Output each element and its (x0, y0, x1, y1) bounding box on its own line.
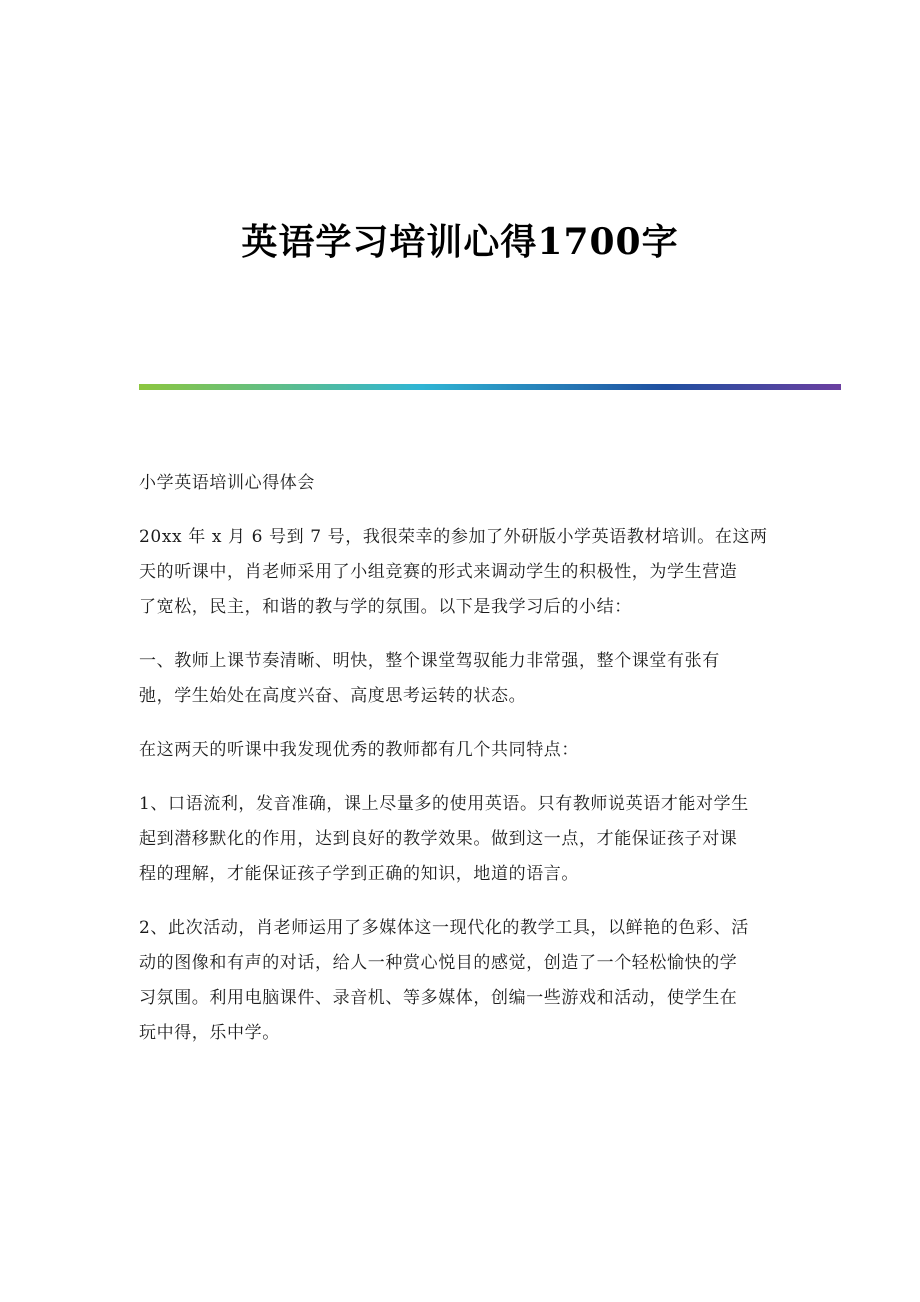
paragraph-line: 起到潜移默化的作用，达到良好的教学效果。做到这一点，才能保证孩子对课 (139, 829, 738, 849)
body-paragraph (139, 733, 784, 768)
body-paragraph (139, 644, 784, 714)
paragraph-line: 弛，学生始处在高度兴奋、高度思考运转的状态。 (139, 686, 527, 706)
body-paragraph (139, 787, 784, 892)
paragraph-line: 玩中得，乐中学。 (139, 1023, 280, 1043)
body-paragraph (139, 520, 784, 625)
paragraph-line: 一、教师上课节奏清晰、明快，整个课堂驾驭能力非常强，整个课堂有张有 (139, 651, 720, 671)
paragraph-line: 小学英语培训心得体会 (139, 473, 315, 493)
title-divider (139, 384, 841, 392)
paragraph-line: 程的理解，才能保证孩子学到正确的知识，地道的语言。 (139, 864, 579, 884)
paragraph-line: 2、此次活动，肖老师运用了多媒体这一现代化的教学工具，以鲜艳的色彩、活 (139, 918, 749, 938)
paragraph-line: 天的听课中，肖老师采用了小组竞赛的形式来调动学生的积极性，为学生营造 (139, 562, 738, 582)
document-body (139, 466, 784, 1070)
paragraph-line: 了宽松，民主，和谐的教与学的氛围。以下是我学习后的小结： (139, 597, 632, 617)
paragraph-line: 20xx 年 x 月 6 号到 7 号，我很荣幸的参加了外研版小学英语教材培训。在这两 (139, 527, 768, 547)
paragraph-line: 在这两天的听课中我发现优秀的教师都有几个共同特点： (139, 740, 579, 760)
paragraph-line: 动的图像和有声的对话，给人一种赏心悦目的感觉，创造了一个轻松愉快的学 (139, 953, 738, 973)
body-paragraph (139, 466, 784, 501)
document-title: 英语学习培训心得1700字 (241, 221, 679, 263)
body-paragraph (139, 911, 784, 1051)
paragraph-line: 1、口语流利，发音准确，课上尽量多的使用英语。只有教师说英语才能对学生 (139, 794, 749, 814)
paragraph-line: 习氛围。利用电脑课件、录音机、等多媒体，创编一些游戏和活动，使学生在 (139, 988, 738, 1008)
